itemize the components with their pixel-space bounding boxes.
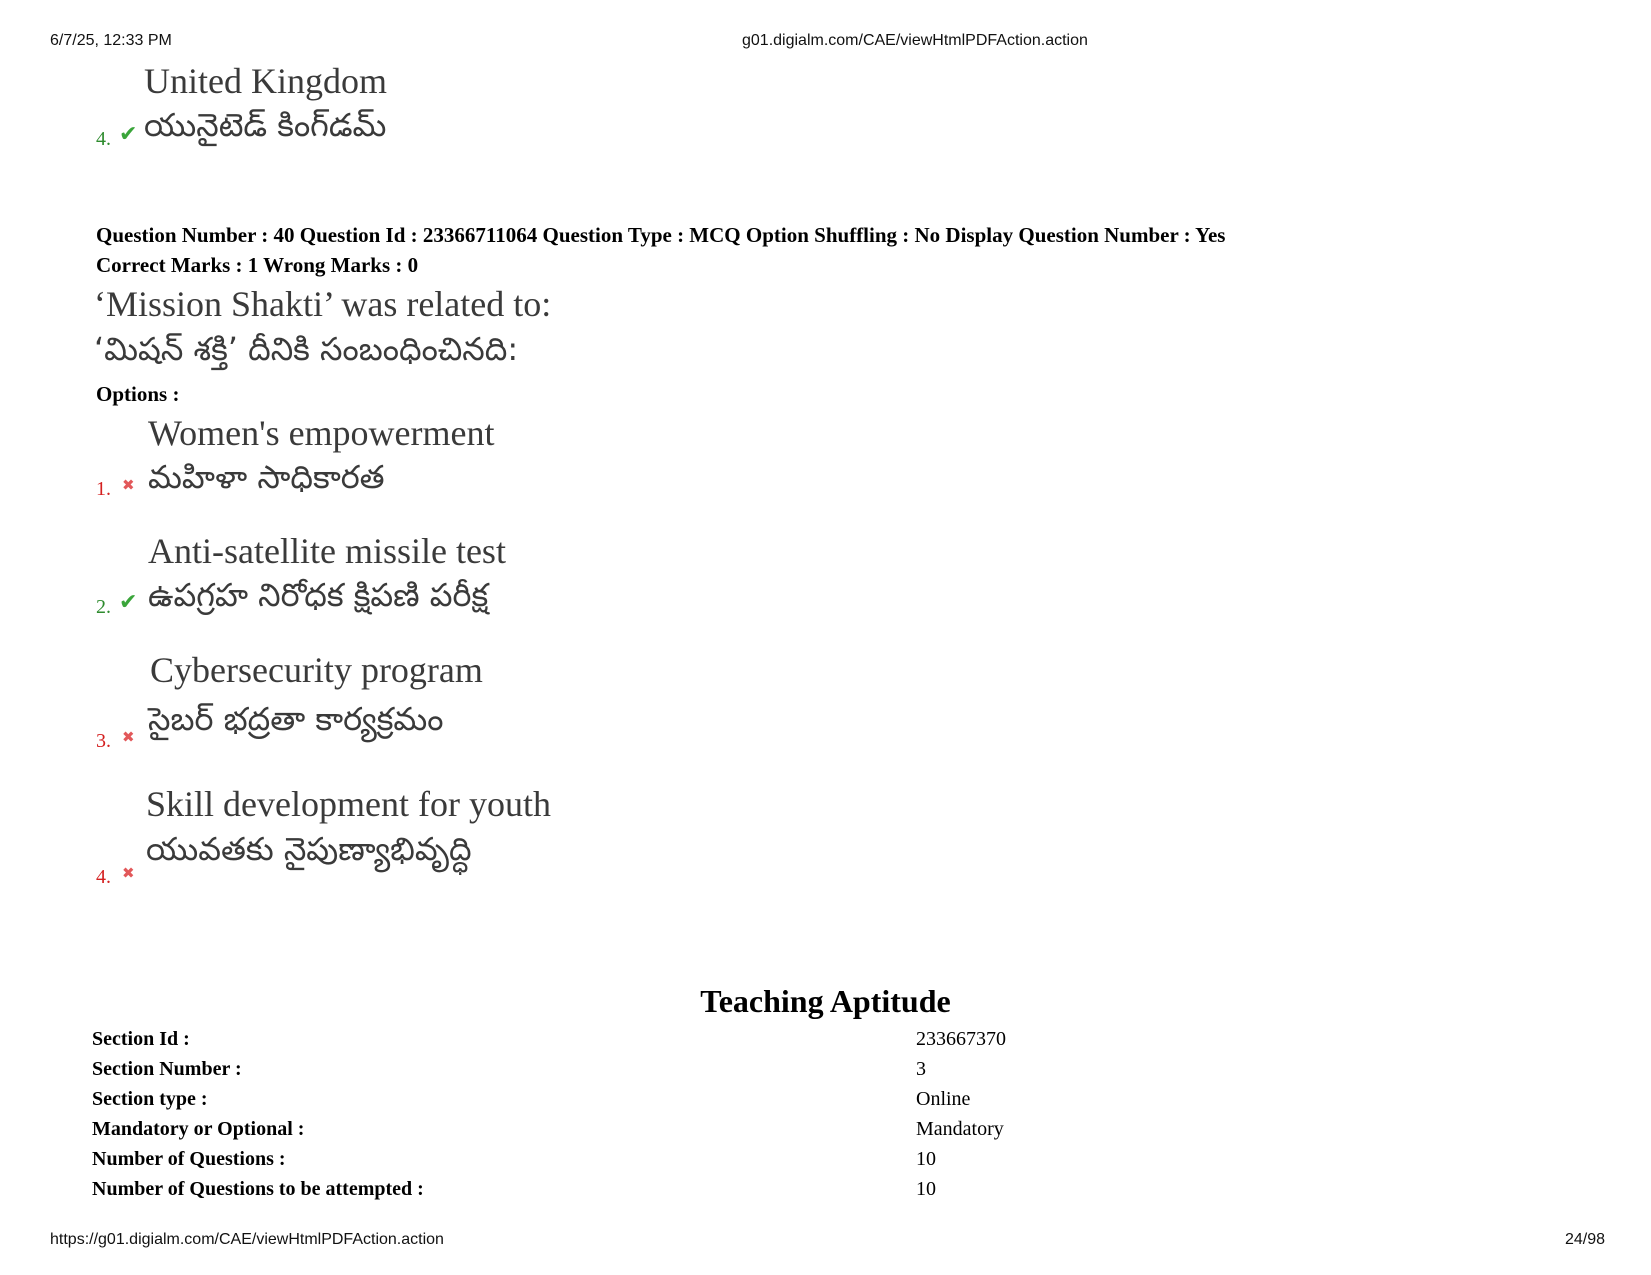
cross-icon: ✖ (122, 864, 135, 882)
option-3-english: Cybersecurity program (150, 650, 483, 690)
option-1-english: Women's empowerment (148, 413, 495, 453)
option-2-english: Anti-satellite missile test (148, 531, 506, 571)
option-4-number: 4. (96, 866, 111, 888)
question-text-english: ‘Mission Shakti’ was related to: (94, 284, 552, 324)
section-id-label: Section Id : (92, 1028, 190, 1050)
check-icon: ✔ (119, 122, 138, 147)
questions-to-attempt-value: 10 (916, 1178, 936, 1200)
questions-to-attempt-label: Number of Questions to be attempted : (92, 1178, 424, 1200)
question-marks: Correct Marks : 1 Wrong Marks : 0 (96, 253, 419, 277)
section-id-value: 233667370 (916, 1028, 1006, 1050)
page-number: 24/98 (1565, 1231, 1606, 1248)
number-of-questions-value: 10 (916, 1148, 936, 1170)
print-datetime: 6/7/25, 12:33 PM (50, 32, 172, 49)
question-text-telugu: ‘మిషన్ శక్తి’ దీనికి సంబంధించినది: (94, 330, 519, 368)
section-type-label: Section type : (92, 1088, 208, 1110)
option-1-number: 1. (96, 478, 111, 500)
option-4-telugu: యువతకు నైపుణ్యాభివృద్ధి (146, 830, 472, 868)
section-number-value: 3 (916, 1058, 926, 1080)
section-type-value: Online (916, 1088, 971, 1110)
section-title: Teaching Aptitude (700, 983, 951, 1019)
print-url-header: g01.digialm.com/CAE/viewHtmlPDFAction.action (742, 32, 1088, 49)
cross-icon: ✖ (122, 476, 135, 494)
option-2-telugu: ఉపగ్రహ నిరోధక క్షిపణి పరీక్ష (148, 576, 489, 614)
option-4-english: Skill development for youth (146, 784, 551, 824)
option-3-number: 3. (96, 730, 111, 752)
options-label: Options : (96, 382, 180, 406)
prev-option-4-english: United Kingdom (144, 61, 387, 101)
option-3-telugu: సైబర్ భద్రతా కార్యక్రమం (148, 700, 444, 738)
print-url-footer: https://g01.digialm.com/CAE/viewHtmlPDFAction.action (50, 1231, 444, 1248)
option-1-telugu: మహిళా సాధికారత (148, 458, 385, 496)
option-2-number: 2. (96, 596, 111, 618)
number-of-questions-label: Number of Questions : (92, 1148, 286, 1170)
section-number-label: Section Number : (92, 1058, 242, 1080)
prev-option-4-number: 4. (96, 128, 111, 150)
question-meta: Question Number : 40 Question Id : 23366711064 Question Type : MCQ Option Shuffling : No Display Question Number : Yes (96, 223, 1226, 247)
mandatory-optional-label: Mandatory or Optional : (92, 1118, 305, 1140)
prev-option-4-telugu: యునైటెడ్ కింగ్‌డమ్ (144, 106, 387, 144)
check-icon: ✔ (119, 590, 138, 615)
cross-icon: ✖ (122, 728, 135, 746)
mandatory-optional-value: Mandatory (916, 1118, 1004, 1140)
